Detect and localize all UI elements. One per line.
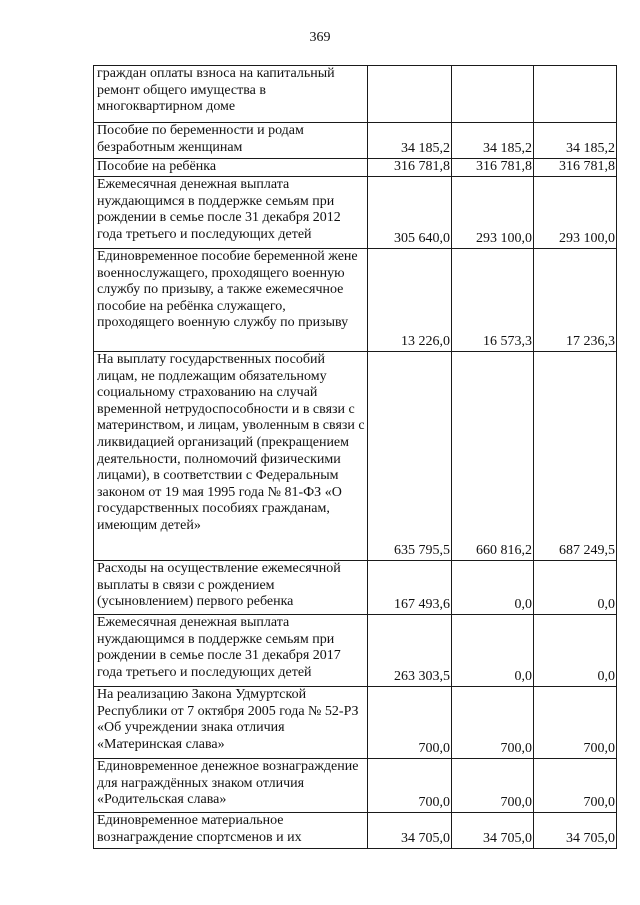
value-cell-col1: 700,0 xyxy=(368,759,452,813)
table-row xyxy=(94,813,617,849)
value-cell-col3: 0,0 xyxy=(534,615,617,687)
row-label: Ежемесячная денежная выплата нуждающимся в поддержке семьям при рождении в семье после 31 декабря 2012 года третьего и последующих детей xyxy=(94,177,368,249)
value-cell-col3 xyxy=(534,66,617,123)
value-cell-col3: 34 185,2 xyxy=(534,123,617,159)
row-label: На выплату государственных пособий лицам, не подлежащим обязательному социальному страхованию на случай временной нетрудоспособности и в связи с материнством, и лицам, уволенным в связи с ликвидацией организаций (прекращением деятельности, полномочий физическими лицами), в соответствии с Федеральным законом от 19 мая 1995 года № 81-ФЗ «О государственных пособиях гражданам, имеющим детей» xyxy=(94,352,368,561)
table-row xyxy=(94,561,617,615)
table-row xyxy=(94,687,617,759)
row-label: Пособие по беременности и родам безработным женщинам xyxy=(94,123,368,159)
value-cell-col3: 293 100,0 xyxy=(534,177,617,249)
table-row xyxy=(94,66,617,123)
value-cell-col1: 34 705,0 xyxy=(368,813,452,849)
value-cell-col1: 635 795,5 xyxy=(368,352,452,561)
value-cell-col3: 700,0 xyxy=(534,687,617,759)
value-cell-col3: 0,0 xyxy=(534,561,617,615)
value-cell-col3: 687 249,5 xyxy=(534,352,617,561)
table-row xyxy=(94,123,617,159)
value-cell-col1 xyxy=(368,66,452,123)
value-cell-col1: 167 493,6 xyxy=(368,561,452,615)
value-cell-col2 xyxy=(452,66,534,123)
value-cell-col1: 316 781,8 xyxy=(368,159,452,177)
table-row xyxy=(94,615,617,687)
row-label: Единовременное денежное вознаграждение для награждённых знаком отличия «Родительская слава» xyxy=(94,759,368,813)
value-cell-col1: 13 226,0 xyxy=(368,249,452,352)
value-cell-col2: 316 781,8 xyxy=(452,159,534,177)
row-label: граждан оплаты взноса на капитальный ремонт общего имущества в многоквартирном доме xyxy=(94,66,368,123)
value-cell-col2: 0,0 xyxy=(452,615,534,687)
row-label: Единовременное материальное вознаграждение спортсменов и их xyxy=(94,813,368,849)
table-row xyxy=(94,159,617,177)
table-row xyxy=(94,177,617,249)
value-cell-col3: 34 705,0 xyxy=(534,813,617,849)
row-label: Расходы на осуществление ежемесячной выплаты в связи с рождением (усыновлением) первого ребенка xyxy=(94,561,368,615)
value-cell-col1: 700,0 xyxy=(368,687,452,759)
row-label: На реализацию Закона Удмуртской Республики от 7 октября 2005 года № 52-РЗ «Об учреждении знака отличия «Материнская слава» xyxy=(94,687,368,759)
value-cell-col2: 660 816,2 xyxy=(452,352,534,561)
value-cell-col3: 316 781,8 xyxy=(534,159,617,177)
value-cell-col1: 263 303,5 xyxy=(368,615,452,687)
value-cell-col2: 700,0 xyxy=(452,759,534,813)
value-cell-col2: 34 705,0 xyxy=(452,813,534,849)
value-cell-col2: 293 100,0 xyxy=(452,177,534,249)
table-row xyxy=(94,352,617,561)
row-label: Ежемесячная денежная выплата нуждающимся в поддержке семьям при рождении в семье после 31 декабря 2017 года третьего и последующих детей xyxy=(94,615,368,687)
table-row xyxy=(94,249,617,352)
value-cell-col1: 34 185,2 xyxy=(368,123,452,159)
value-cell-col1: 305 640,0 xyxy=(368,177,452,249)
value-cell-col2: 700,0 xyxy=(452,687,534,759)
row-label: Единовременное пособие беременной жене военнослужащего, проходящего военную службу по призыву, а также ежемесячное пособие на ребёнка служащего, проходящего военную службу по призыву xyxy=(94,249,368,352)
table-row xyxy=(94,759,617,813)
budget-table xyxy=(93,65,617,849)
page-number: 369 xyxy=(309,30,331,45)
value-cell-col2: 34 185,2 xyxy=(452,123,534,159)
value-cell-col2: 0,0 xyxy=(452,561,534,615)
value-cell-col2: 16 573,3 xyxy=(452,249,534,352)
value-cell-col3: 700,0 xyxy=(534,759,617,813)
row-label: Пособие на ребёнка xyxy=(94,159,368,177)
value-cell-col3: 17 236,3 xyxy=(534,249,617,352)
